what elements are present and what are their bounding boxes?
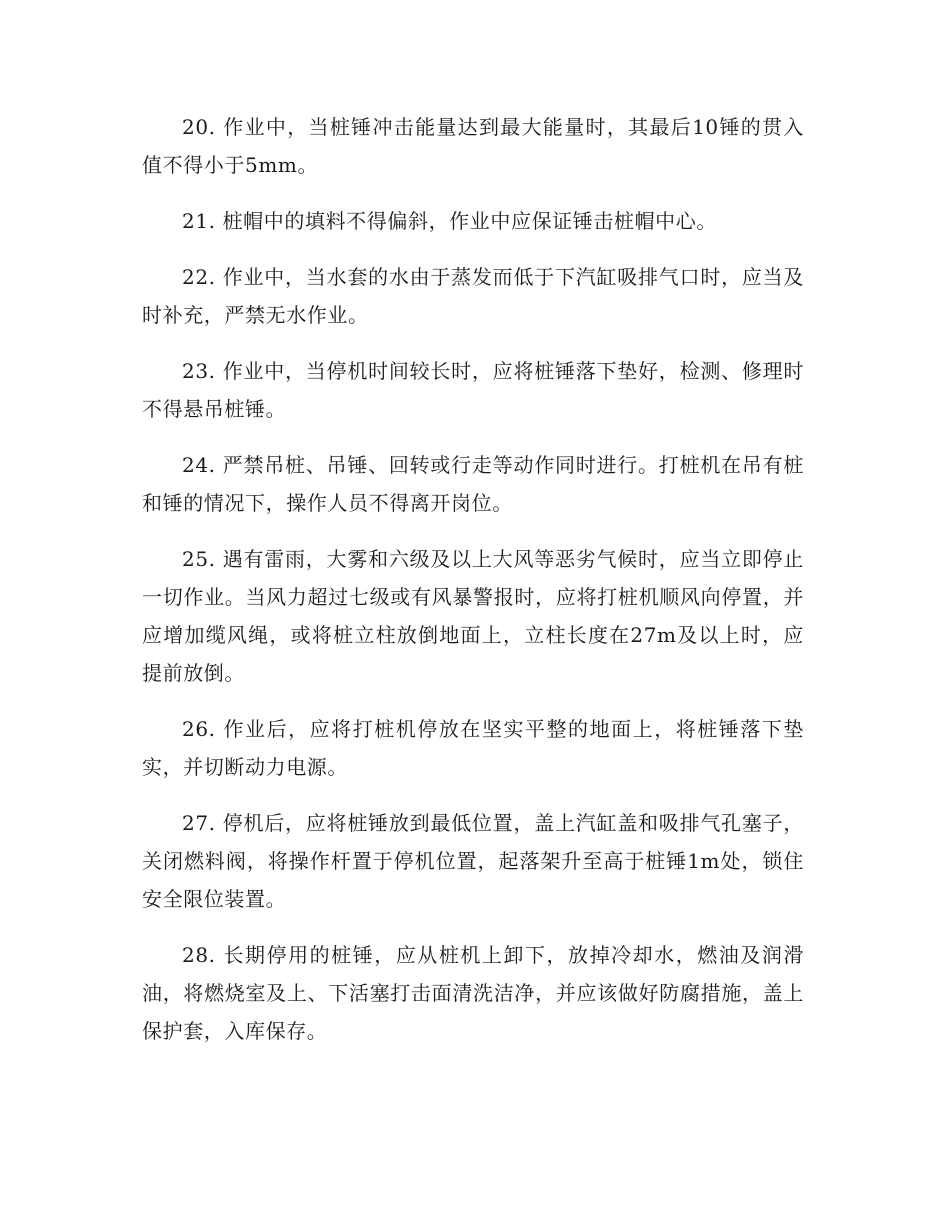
document-page <box>142 108 804 1068</box>
paragraph-23: 23. 作业中，当停机时间较长时，应将桩锤落下垫好，检测、修理时不得悬吊桩锤。 <box>142 359 804 421</box>
paragraph-24: 24. 严禁吊桩、吊锤、回转或行走等动作同时进行。打桩机在吊有桩和锤的情况下，操作人员不得离开岗位。 <box>142 453 804 515</box>
paragraph-20: 20. 作业中，当桩锤冲击能量达到最大能量时，其最后10锤的贯入值不得小于5mm。 <box>142 115 804 177</box>
paragraph-21: 21. 桩帽中的填料不得偏斜，作业中应保证锤击桩帽中心。 <box>182 209 717 233</box>
paragraph-26: 26. 作业后，应将打桩机停放在坚实平整的地面上，将桩锤落下垫实，并切断动力电源。 <box>142 717 804 779</box>
paragraph-25: 25. 遇有雷雨，大雾和六级及以上大风等恶劣气候时，应当立即停止一切作业。当风力超过七级或有风暴警报时，应将打桩机顺风向停置，并应增加缆风绳，或将桩立柱放倒地面上，立柱长度在27m及以上时，应提前放倒。 <box>142 547 804 685</box>
paragraph-28: 28. 长期停用的桩锤，应从桩机上卸下，放掉冷却水，燃油及润滑油，将燃烧室及上、下活塞打击面清洗洁净，并应该做好防腐措施，盖上保护套，入库保存。 <box>142 943 804 1043</box>
paragraph-22: 22. 作业中，当水套的水由于蒸发而低于下汽缸吸排气口时，应当及时补充，严禁无水作业。 <box>142 265 804 327</box>
paragraph-27: 27. 停机后，应将桩锤放到最低位置，盖上汽缸盖和吸排气孔塞子，关闭燃料阀，将操作杆置于停机位置，起落架升至高于桩锤1m处，锁住安全限位装置。 <box>142 811 804 911</box>
